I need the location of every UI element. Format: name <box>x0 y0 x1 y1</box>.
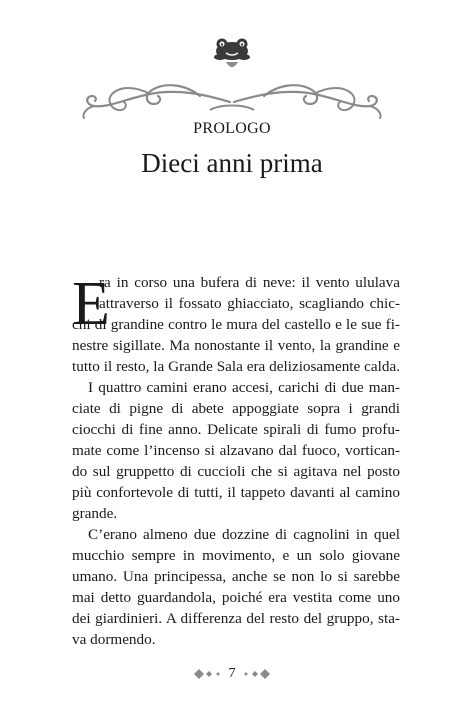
text-line: ra in corso una bufera di neve: il vento ululava <box>99 274 400 291</box>
text-line: chi di grandine contro le mura del castello e le sue fi- <box>72 316 400 333</box>
text-line: nestre sigillate. Ma nonostante il vento, la grandine e <box>72 337 400 354</box>
text-line: più confortevole di tutti, il tappeto davanti al camino <box>72 484 400 501</box>
page-number: 7 <box>228 666 236 681</box>
text-line: ciate di pigne di abete appoggiate sopra i grandi <box>72 400 400 417</box>
text-line: mai detto guardandola, poiché era vestita come uno <box>72 589 400 606</box>
text-line: va dormendo. <box>72 631 156 648</box>
text-line: grande. <box>72 505 118 522</box>
text-line: dei giardinieri. A differenza del resto del gruppo, sta- <box>72 610 400 627</box>
chapter-title: Dieci anni prima <box>141 148 323 178</box>
text-line: mate come l’incenso si alzavano dal fuoco, vortican- <box>72 442 400 459</box>
drop-cap: E <box>72 270 110 338</box>
page-footer <box>0 664 464 684</box>
chapter-body <box>72 272 400 650</box>
text-line: tutto il resto, la Grande Sala era deliziosamente calda. <box>72 358 400 375</box>
text-line: do sul gruppetto di cuccioli che si agitava nel posto <box>72 463 400 480</box>
text-line: umano. Una principessa, anche se non lo si sarebbe <box>72 568 400 585</box>
text-line: I quattro camini erano accesi, carichi di due man- <box>88 379 400 396</box>
chapter-label: PROLOGO <box>193 120 271 137</box>
text-line: attraverso il fossato ghiacciato, scagliando chic- <box>99 295 400 312</box>
text-line: mucchio sempre in movimento, e un solo giovane <box>72 547 400 564</box>
text-line: C’erano almeno due dozzine di cagnolini in quel <box>88 526 400 543</box>
text-line: ciocchi di fine anno. Delicate spirali di fumo profu- <box>72 421 400 438</box>
